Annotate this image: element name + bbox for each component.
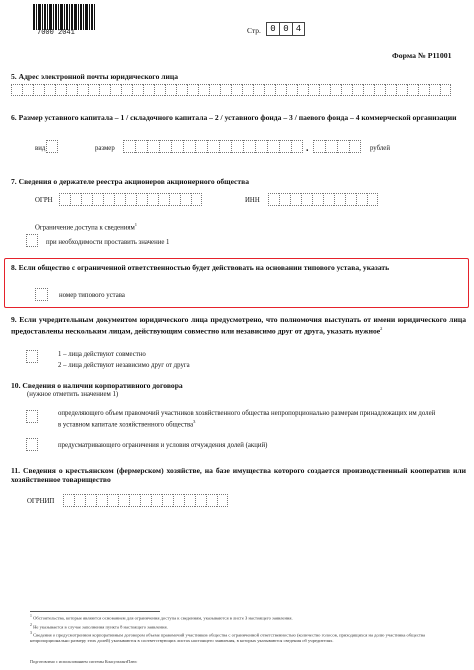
inn-label: ИНН (245, 197, 260, 204)
input-cell[interactable] (125, 193, 136, 206)
corporate-agreement-option-1-text: определяющего объем правомочий участников хозяйственного общества непропорционально размерам принадлежащих им долей в уставном капитале хозяйственного общества (58, 410, 436, 429)
input-cell[interactable] (33, 84, 44, 96)
input-cell[interactable] (136, 193, 147, 206)
input-cell[interactable] (279, 193, 290, 206)
input-cell[interactable] (132, 84, 143, 96)
input-cell[interactable] (114, 193, 125, 206)
input-cell[interactable] (123, 140, 135, 153)
section-10-title: 10. Сведения о наличии корпоративного договора (11, 381, 183, 390)
input-cell[interactable] (26, 438, 38, 451)
input-cell[interactable] (154, 84, 165, 96)
corporate-agreement-option-1 (58, 410, 438, 429)
input-cell[interactable] (162, 494, 173, 507)
input-cell[interactable] (217, 494, 228, 507)
capital-size-label: размер (95, 145, 115, 152)
input-cell[interactable] (323, 193, 334, 206)
input-cell[interactable] (129, 494, 140, 507)
input-cell[interactable] (22, 84, 33, 96)
input-cell[interactable] (184, 494, 195, 507)
access-restriction-hint: при необходимости проставить значение 1 (46, 239, 170, 246)
barcode (33, 4, 95, 30)
input-cell[interactable] (158, 193, 169, 206)
input-cell[interactable] (407, 84, 418, 96)
authority-mode-cell[interactable] (26, 350, 38, 363)
input-cell[interactable] (209, 84, 220, 96)
input-cell[interactable] (255, 140, 267, 153)
ogrnip-cells[interactable] (63, 494, 228, 507)
input-cell[interactable] (374, 84, 385, 96)
input-cell[interactable] (63, 494, 74, 507)
footnote-1-text: Обстоятельства, которые являются основанием для ограничения доступа к сведениям, указываются в листе З настоящего заявления. (33, 615, 293, 621)
ogrn-label: ОГРН (35, 197, 53, 204)
form-title: Форма № Р11001 (392, 51, 452, 60)
input-cell[interactable] (275, 84, 286, 96)
section-6-title: 6. Размер уставного капитала – 1 / складочного капитала – 2 / уставного фонда – 3 / паевого фонда – 4 коммерческой организации (11, 113, 457, 122)
input-cell[interactable] (55, 84, 66, 96)
decimal-dot: . (306, 143, 309, 154)
input-cell[interactable] (74, 494, 85, 507)
input-cell[interactable] (195, 494, 206, 507)
input-cell[interactable] (243, 140, 255, 153)
footnote-mark: 3 (30, 631, 32, 635)
footnote-ref: 2 (380, 326, 383, 331)
access-restriction-cell[interactable] (26, 234, 38, 247)
section-5-title: 5. Адрес электронной почты юридического лица (11, 72, 179, 81)
input-cell[interactable] (267, 140, 279, 153)
input-cell[interactable] (135, 140, 147, 153)
currency-label: рублей (370, 145, 390, 152)
barcode-number: 7000 2041 (37, 29, 75, 37)
section-9-text: 9. Если учредительным документом юридического лица предусмотрено, что полномочия выступать от имени юридического лица предоставлены нескольким лицам, действующим совместно или независимо друг от друга, указать нужное (11, 315, 466, 336)
section-9-title (11, 315, 466, 336)
footnote-mark: 2 (30, 623, 32, 627)
input-cell[interactable] (85, 494, 96, 507)
input-cell[interactable] (35, 288, 48, 301)
input-cell[interactable] (165, 84, 176, 96)
input-cell[interactable] (290, 193, 301, 206)
input-cell[interactable] (99, 84, 110, 96)
input-cell[interactable] (334, 193, 345, 206)
input-cell[interactable] (385, 84, 396, 96)
footnote-mark: 1 (30, 614, 32, 618)
input-cell[interactable] (231, 140, 243, 153)
footnote-3-text: Сведения о предусмотренном корпоративным договором объеме правомочий участников общества с ограниченной ответственностью (количество голосов, приходящихся на долю участника общества непропорционально размеру этих долей) указываются в соответствующих листах настоящего заявления, в которых указываются сведения об учредителях. (30, 632, 426, 644)
input-cell[interactable] (319, 84, 330, 96)
footnote-ref: 3 (193, 419, 196, 424)
footnote-2 (30, 623, 440, 630)
input-cell[interactable] (198, 84, 209, 96)
input-cell[interactable] (301, 193, 312, 206)
page-digit: 4 (292, 22, 305, 36)
authority-option-1: 1 – лица действуют совместно (58, 351, 146, 358)
capital-fraction-cells[interactable] (313, 140, 361, 153)
input-cell[interactable] (330, 84, 341, 96)
capital-type-label: вид (35, 145, 46, 152)
corporate-agreement-cell-1[interactable] (26, 410, 38, 423)
input-cell[interactable] (96, 494, 107, 507)
input-cell[interactable] (219, 140, 231, 153)
input-cell[interactable] (92, 193, 103, 206)
input-cell[interactable] (429, 84, 440, 96)
input-cell[interactable] (77, 84, 88, 96)
input-cell[interactable] (81, 193, 92, 206)
input-cell[interactable] (118, 494, 129, 507)
input-cell[interactable] (159, 140, 171, 153)
input-cell[interactable] (349, 140, 361, 153)
input-cell[interactable] (367, 193, 378, 206)
input-cell[interactable] (341, 84, 352, 96)
consultant-note: Подготовлено с использованием системы КонсультантПлюс (30, 659, 138, 664)
input-cell[interactable] (418, 84, 429, 96)
footnote-divider (30, 611, 160, 612)
model-charter-label: номер типового устава (59, 292, 125, 299)
input-cell[interactable] (59, 193, 70, 206)
input-cell[interactable] (44, 84, 55, 96)
section-10-hint: (нужное отметить значением 1) (27, 391, 119, 398)
page-label: Стр. (247, 26, 261, 35)
input-cell[interactable] (110, 84, 121, 96)
input-cell[interactable] (325, 140, 337, 153)
input-cell[interactable] (308, 84, 319, 96)
input-cell[interactable] (345, 193, 356, 206)
page-number-cells (266, 22, 305, 36)
section-11-title: 11. Сведения о крестьянском (фермерском) хозяйстве, на базе имущества которого создается производственный кооператив или хозяйственное товарищество (11, 466, 466, 484)
corporate-agreement-cell-2[interactable] (26, 438, 38, 451)
input-cell[interactable] (143, 84, 154, 96)
input-cell[interactable] (26, 350, 38, 363)
input-cell[interactable] (26, 234, 38, 247)
input-cell[interactable] (268, 193, 279, 206)
input-cell[interactable] (207, 140, 219, 153)
input-cell[interactable] (231, 84, 242, 96)
input-cell[interactable] (264, 84, 275, 96)
access-restriction-text: Ограничение доступа к сведениям (35, 224, 135, 232)
input-cell[interactable] (176, 84, 187, 96)
input-cell[interactable] (195, 140, 207, 153)
input-cell[interactable] (183, 140, 195, 153)
corporate-agreement-option-2: предусматривающего ограничения и условия отчуждения долей (акций) (58, 442, 268, 449)
footnote-1 (30, 614, 440, 621)
input-cell[interactable] (70, 193, 81, 206)
capital-type-cell[interactable] (46, 140, 58, 153)
input-cell[interactable] (180, 193, 191, 206)
input-cell[interactable] (147, 193, 158, 206)
page-digit: 0 (266, 22, 279, 36)
input-cell[interactable] (313, 140, 325, 153)
input-cell[interactable] (107, 494, 118, 507)
footnote-3 (30, 631, 440, 644)
input-cell[interactable] (220, 84, 231, 96)
input-cell[interactable] (103, 193, 114, 206)
access-restriction-label (35, 221, 137, 232)
ogrn-cells[interactable] (59, 193, 202, 206)
footnote-ref: 1 (134, 222, 138, 227)
input-cell[interactable] (297, 84, 308, 96)
input-cell[interactable] (140, 494, 151, 507)
input-cell[interactable] (171, 140, 183, 153)
model-charter-cell[interactable] (35, 288, 48, 301)
capital-size-cells[interactable] (123, 140, 303, 153)
inn-cells[interactable] (268, 193, 378, 206)
authority-option-2: 2 – лица действуют независимо друг от друга (58, 362, 190, 369)
input-cell[interactable] (26, 410, 38, 423)
footnote-2-text: Не указывается в случае заполнения пункта 8 настоящего заявления. (33, 624, 168, 630)
email-cells[interactable] (11, 84, 451, 96)
input-cell[interactable] (363, 84, 374, 96)
input-cell[interactable] (173, 494, 184, 507)
input-cell[interactable] (352, 84, 363, 96)
input-cell[interactable] (279, 140, 291, 153)
ogrnip-label: ОГРНИП (27, 498, 55, 505)
input-cell[interactable] (242, 84, 253, 96)
input-cell[interactable] (169, 193, 180, 206)
section-7-title: 7. Сведения о держателе реестра акционеров акционерного общества (11, 177, 250, 186)
input-cell[interactable] (191, 193, 202, 206)
input-cell[interactable] (46, 140, 58, 153)
input-cell[interactable] (396, 84, 407, 96)
input-cell[interactable] (147, 140, 159, 153)
input-cell[interactable] (187, 84, 198, 96)
input-cell[interactable] (66, 84, 77, 96)
section-8-title: 8. Если общество с ограниченной ответственностью будет действовать на основании типового устава, указать (11, 263, 390, 272)
input-cell[interactable] (88, 84, 99, 96)
input-cell[interactable] (206, 494, 217, 507)
input-cell[interactable] (121, 84, 132, 96)
input-cell[interactable] (440, 84, 451, 96)
input-cell[interactable] (286, 84, 297, 96)
input-cell[interactable] (151, 494, 162, 507)
input-cell[interactable] (356, 193, 367, 206)
input-cell[interactable] (312, 193, 323, 206)
input-cell[interactable] (337, 140, 349, 153)
input-cell[interactable] (291, 140, 303, 153)
input-cell[interactable] (253, 84, 264, 96)
input-cell[interactable] (11, 84, 22, 96)
page-digit: 0 (279, 22, 292, 36)
